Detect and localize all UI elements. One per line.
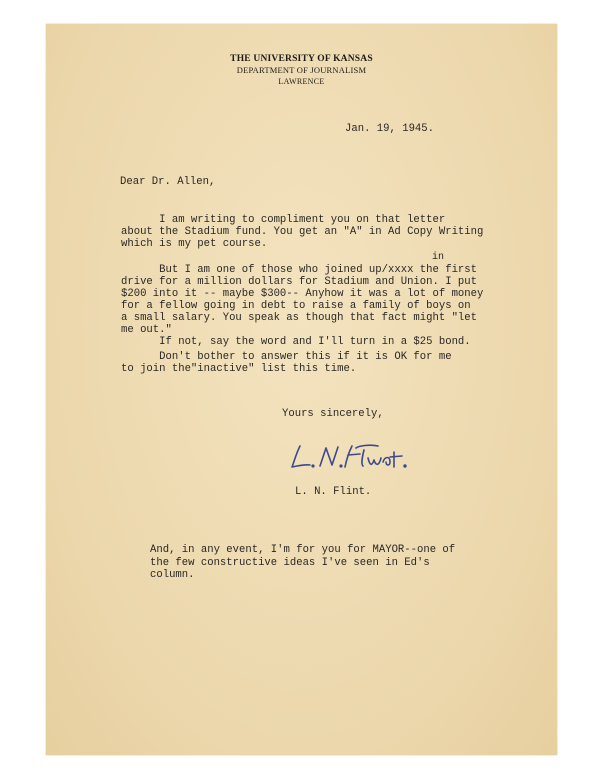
letterhead-city: LAWRENCE [278, 77, 325, 86]
postscript: And, in any event, I'm for you for MAYOR--one of the few constructive ideas I've seen in Ed's column. [150, 544, 456, 581]
letter-page [46, 24, 557, 755]
paragraph-inactive-list: Don't bother to answer this if it is OK for me to join the"inactive" list this time. [121, 351, 452, 375]
complimentary-close: Yours sincerely, [282, 408, 384, 420]
letter-date: Jan. 19, 1945. [345, 123, 435, 135]
letterhead [46, 54, 557, 87]
paragraph-compliment: I am writing to compliment you on that letter about the Stadium fund. You get an "A" in Ad Copy Writing which is my pet course. [121, 214, 484, 250]
letterhead-department: DEPARTMENT OF JOURNALISM [236, 65, 367, 75]
paragraph-stadium-drive: But I am one of those who joined up/xxxx the first drive for a million dollars for Stadium and Union. I put $200 into it -- maybe $300-- Anyhow it was a lot of money for a fellow going in debt to raise a family of boys on a small salary. You speak as though that fact might "let me out." If not, say the word and I'll turn in a $25 bond. [121, 264, 484, 348]
handwritten-signature [286, 440, 426, 474]
letterhead-university: THE UNIVERSITY OF KANSAS [230, 54, 373, 64]
salutation: Dear Dr. Allen, [120, 176, 216, 188]
typed-signer-name: L. N. Flint. [295, 486, 372, 498]
typed-insertion: in [432, 252, 445, 263]
